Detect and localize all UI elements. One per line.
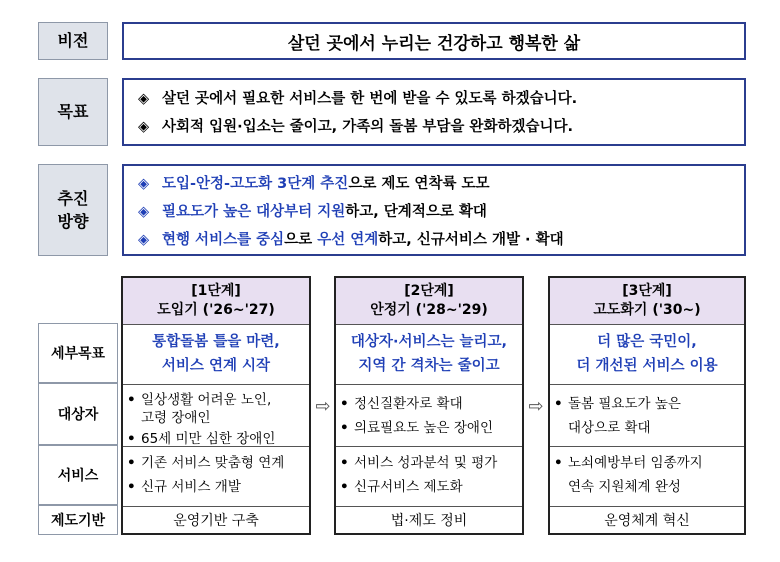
vision-text: 살던 곳에서 누리는 건강하고 행복한 삶 bbox=[287, 33, 581, 54]
diamond-marker-icon: ◈ bbox=[138, 176, 150, 192]
direction-item: ◈ 도입-안정-고도화 3단계 추진으로 제도 연착륙 도모 bbox=[124, 170, 744, 198]
goal-box bbox=[122, 78, 746, 146]
phase-3-card bbox=[548, 276, 746, 535]
service-item: • 신규서비스 제도화 bbox=[340, 479, 463, 495]
arrow-right-icon: ⇨ bbox=[528, 395, 544, 417]
target-item: • 65세 미만 심한 장애인 bbox=[127, 431, 276, 447]
phase-1-card bbox=[121, 276, 311, 535]
vision-box bbox=[122, 22, 746, 60]
phase-goal: 대상자·서비스는 늘리고, 지역 간 격차는 줄이고 bbox=[336, 324, 522, 385]
service-item: • 서비스 성과분석 및 평가 bbox=[340, 455, 498, 471]
goal-label: 목표 bbox=[38, 78, 108, 146]
phase-header: [1단계] 도입기 ('26~'27) bbox=[123, 278, 309, 325]
row-label-goal: 세부목표 bbox=[38, 323, 118, 383]
phase-header: [2단계] 안정기 ('28~'29) bbox=[336, 278, 522, 325]
service-item-continued: 연속 지원체계 완성 bbox=[568, 479, 681, 495]
vision-label: 비전 bbox=[38, 22, 108, 60]
goal-item: ◈ 사회적 입원·입소는 줄이고, 가족의 돌봄 부담을 완화하겠습니다. bbox=[124, 113, 744, 141]
diamond-marker-icon: ◈ bbox=[138, 119, 150, 135]
diamond-marker-icon: ◈ bbox=[138, 232, 150, 248]
service-item: • 기존 서비스 맞춤형 연계 bbox=[127, 455, 285, 471]
service-item: • 신규 서비스 개발 bbox=[127, 479, 241, 495]
target-item-continued: 대상으로 확대 bbox=[568, 420, 651, 436]
phase-targets bbox=[123, 385, 309, 447]
diamond-marker-icon: ◈ bbox=[138, 91, 150, 107]
row-label-basis: 제도기반 bbox=[38, 505, 118, 535]
phase-targets bbox=[336, 385, 522, 447]
phase-basis: 법·제도 정비 bbox=[390, 513, 468, 529]
phase-basis: 운영기반 구축 bbox=[173, 513, 259, 529]
direction-label: 추진 방향 bbox=[38, 164, 108, 256]
phase-services bbox=[123, 447, 309, 507]
phase-basis: 운영체계 혁신 bbox=[604, 513, 690, 529]
direction-item: ◈ 현행 서비스를 중심으로 우선 연계하고, 신규서비스 개발 · 확대 bbox=[124, 226, 744, 254]
service-item: • 노쇠예방부터 임종까지 bbox=[554, 455, 703, 471]
direction-box bbox=[122, 164, 746, 256]
row-label-targets: 대상자 bbox=[38, 383, 118, 445]
direction-item: ◈ 필요도가 높은 대상부터 지원하고, 단계적으로 확대 bbox=[124, 198, 744, 226]
target-item: • 의료필요도 높은 장애인 bbox=[340, 420, 493, 436]
row-label-services: 서비스 bbox=[38, 445, 118, 505]
phase-2-card bbox=[334, 276, 524, 535]
goal-item: ◈ 살던 곳에서 필요한 서비스를 한 번에 받을 수 있도록 하겠습니다. bbox=[124, 85, 744, 113]
phase-services bbox=[336, 447, 522, 507]
phase-services bbox=[550, 447, 744, 507]
target-item: • 정신질환자로 확대 bbox=[340, 396, 463, 412]
phase-header: [3단계] 고도화기 ('30~) bbox=[550, 278, 744, 325]
diamond-marker-icon: ◈ bbox=[138, 204, 150, 220]
target-item: • 일상생활 어려운 노인, bbox=[127, 392, 272, 408]
target-item: • 돌봄 필요도가 높은 bbox=[554, 396, 681, 412]
phase-goal: 통합돌봄 틀을 마련, 서비스 연계 시작 bbox=[123, 324, 309, 385]
arrow-right-icon: ⇨ bbox=[315, 395, 331, 417]
phase-goal: 더 많은 국민이, 더 개선된 서비스 이용 bbox=[550, 324, 744, 385]
phase-targets bbox=[550, 385, 744, 447]
target-item-continued: 고령 장애인 bbox=[141, 410, 211, 426]
